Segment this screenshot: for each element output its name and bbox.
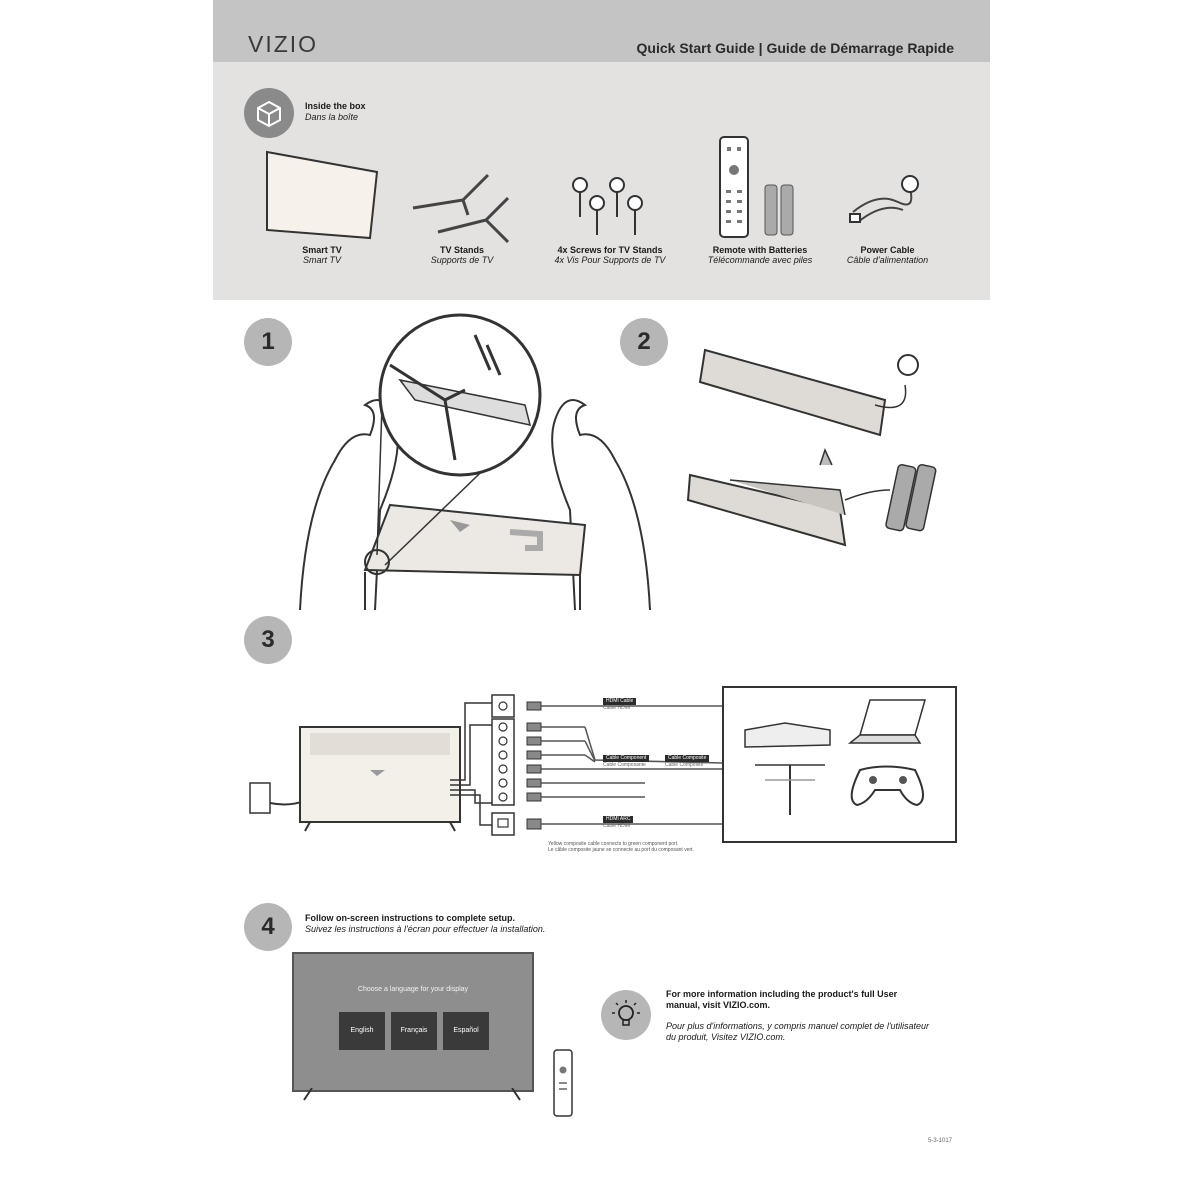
component-cable-tag — [603, 755, 649, 768]
box-item-stands — [412, 245, 512, 265]
step-3-note-fr: Le câble composite jaune se connecte au port du composant vert. — [548, 847, 694, 853]
box-item-label: Remote with Batteries — [712, 245, 808, 255]
step-3-note — [548, 841, 694, 853]
remote-icon — [715, 135, 805, 245]
inside-box-title-fr: Dans la boîte — [305, 112, 359, 122]
box-item-label-fr: Smart TV — [302, 255, 341, 265]
box-item-label-fr: Télécommande avec piles — [707, 255, 813, 265]
box-item-remote — [695, 245, 825, 265]
language-option-english[interactable]: English — [339, 1012, 385, 1050]
language-prompt: Choose a language for your display — [357, 986, 469, 993]
power-cable-icon — [848, 172, 928, 242]
box-item-screws — [545, 245, 675, 265]
cable-tag-label: HDMI Cable — [603, 698, 636, 705]
box-item-label: TV Stands — [439, 245, 484, 255]
step-4-instruction-en: Follow on-screen instructions to complete setup. — [305, 913, 516, 923]
hdmi-cable-tag — [603, 698, 636, 711]
cable-tag-label-fr: Cable Composite — [665, 762, 704, 768]
box-item-power — [835, 245, 940, 265]
box-item-label-fr: Supports de TV — [430, 255, 494, 265]
cable-tag-label: Cable Composite — [665, 755, 709, 762]
step-2-illustration — [680, 340, 950, 555]
step-3-badge: 3 — [244, 616, 292, 664]
cable-tag-label-fr: Cable HDMI — [603, 823, 631, 829]
brand-logo: VIZIO — [248, 31, 319, 57]
step-4-instruction-fr: Suivez les instructions à l'écran pour effectuer la installation. — [305, 924, 546, 934]
lightbulb-icon — [601, 990, 651, 1040]
language-option-spanish[interactable]: Español — [443, 1012, 489, 1050]
step-2-badge: 2 — [620, 318, 668, 366]
screws-icon — [565, 175, 655, 245]
step-4-badge: 4 — [244, 903, 292, 951]
cable-tag-label: HDMI ARC — [603, 816, 633, 823]
cable-tag-label-fr: Cable HDMI — [603, 705, 631, 711]
language-option-french[interactable]: Français — [391, 1012, 437, 1050]
composite-cable-tag — [665, 755, 709, 768]
setup-screen — [292, 952, 534, 1092]
info-text-en: For more information including the product's full User manual, visit VIZIO.com. — [666, 989, 898, 1010]
tv-icon — [262, 150, 382, 245]
step-4-instruction — [305, 913, 545, 935]
step-4-remote-icon — [552, 1048, 574, 1123]
hdmi-arc-tag — [603, 816, 633, 829]
inside-box-title-en: Inside the box — [305, 101, 366, 111]
box-item-tv — [272, 245, 372, 265]
inside-box-title — [305, 101, 366, 123]
step-1-illustration — [295, 310, 655, 620]
tv-stand-legs — [300, 1088, 530, 1108]
step-1-badge: 1 — [244, 318, 292, 366]
info-text — [666, 989, 931, 1043]
stands-icon — [408, 170, 518, 250]
box-item-label-fr: 4x Vis Pour Supports de TV — [554, 255, 666, 265]
box-item-label: Power Cable — [860, 245, 915, 255]
footer-code: 5-3-1017 — [928, 1138, 953, 1144]
cable-tag-label: Cable Component — [603, 755, 649, 762]
box-item-label-fr: Câble d'alimentation — [846, 255, 929, 265]
page-title: Quick Start Guide | Guide de Démarrage Rapide — [636, 40, 954, 56]
box-icon — [244, 88, 294, 138]
info-text-fr: Pour plus d'informations, y compris manuel complet de l'utilisateur du produit, Visitez VIZIO.com. — [666, 1021, 930, 1042]
cable-tag-label-fr: Cable Composante — [603, 762, 646, 768]
box-item-label: Smart TV — [302, 245, 342, 255]
box-item-label: 4x Screws for TV Stands — [557, 245, 663, 255]
step-3-note-en: Yellow composite cable connects to green component port. — [548, 841, 679, 847]
